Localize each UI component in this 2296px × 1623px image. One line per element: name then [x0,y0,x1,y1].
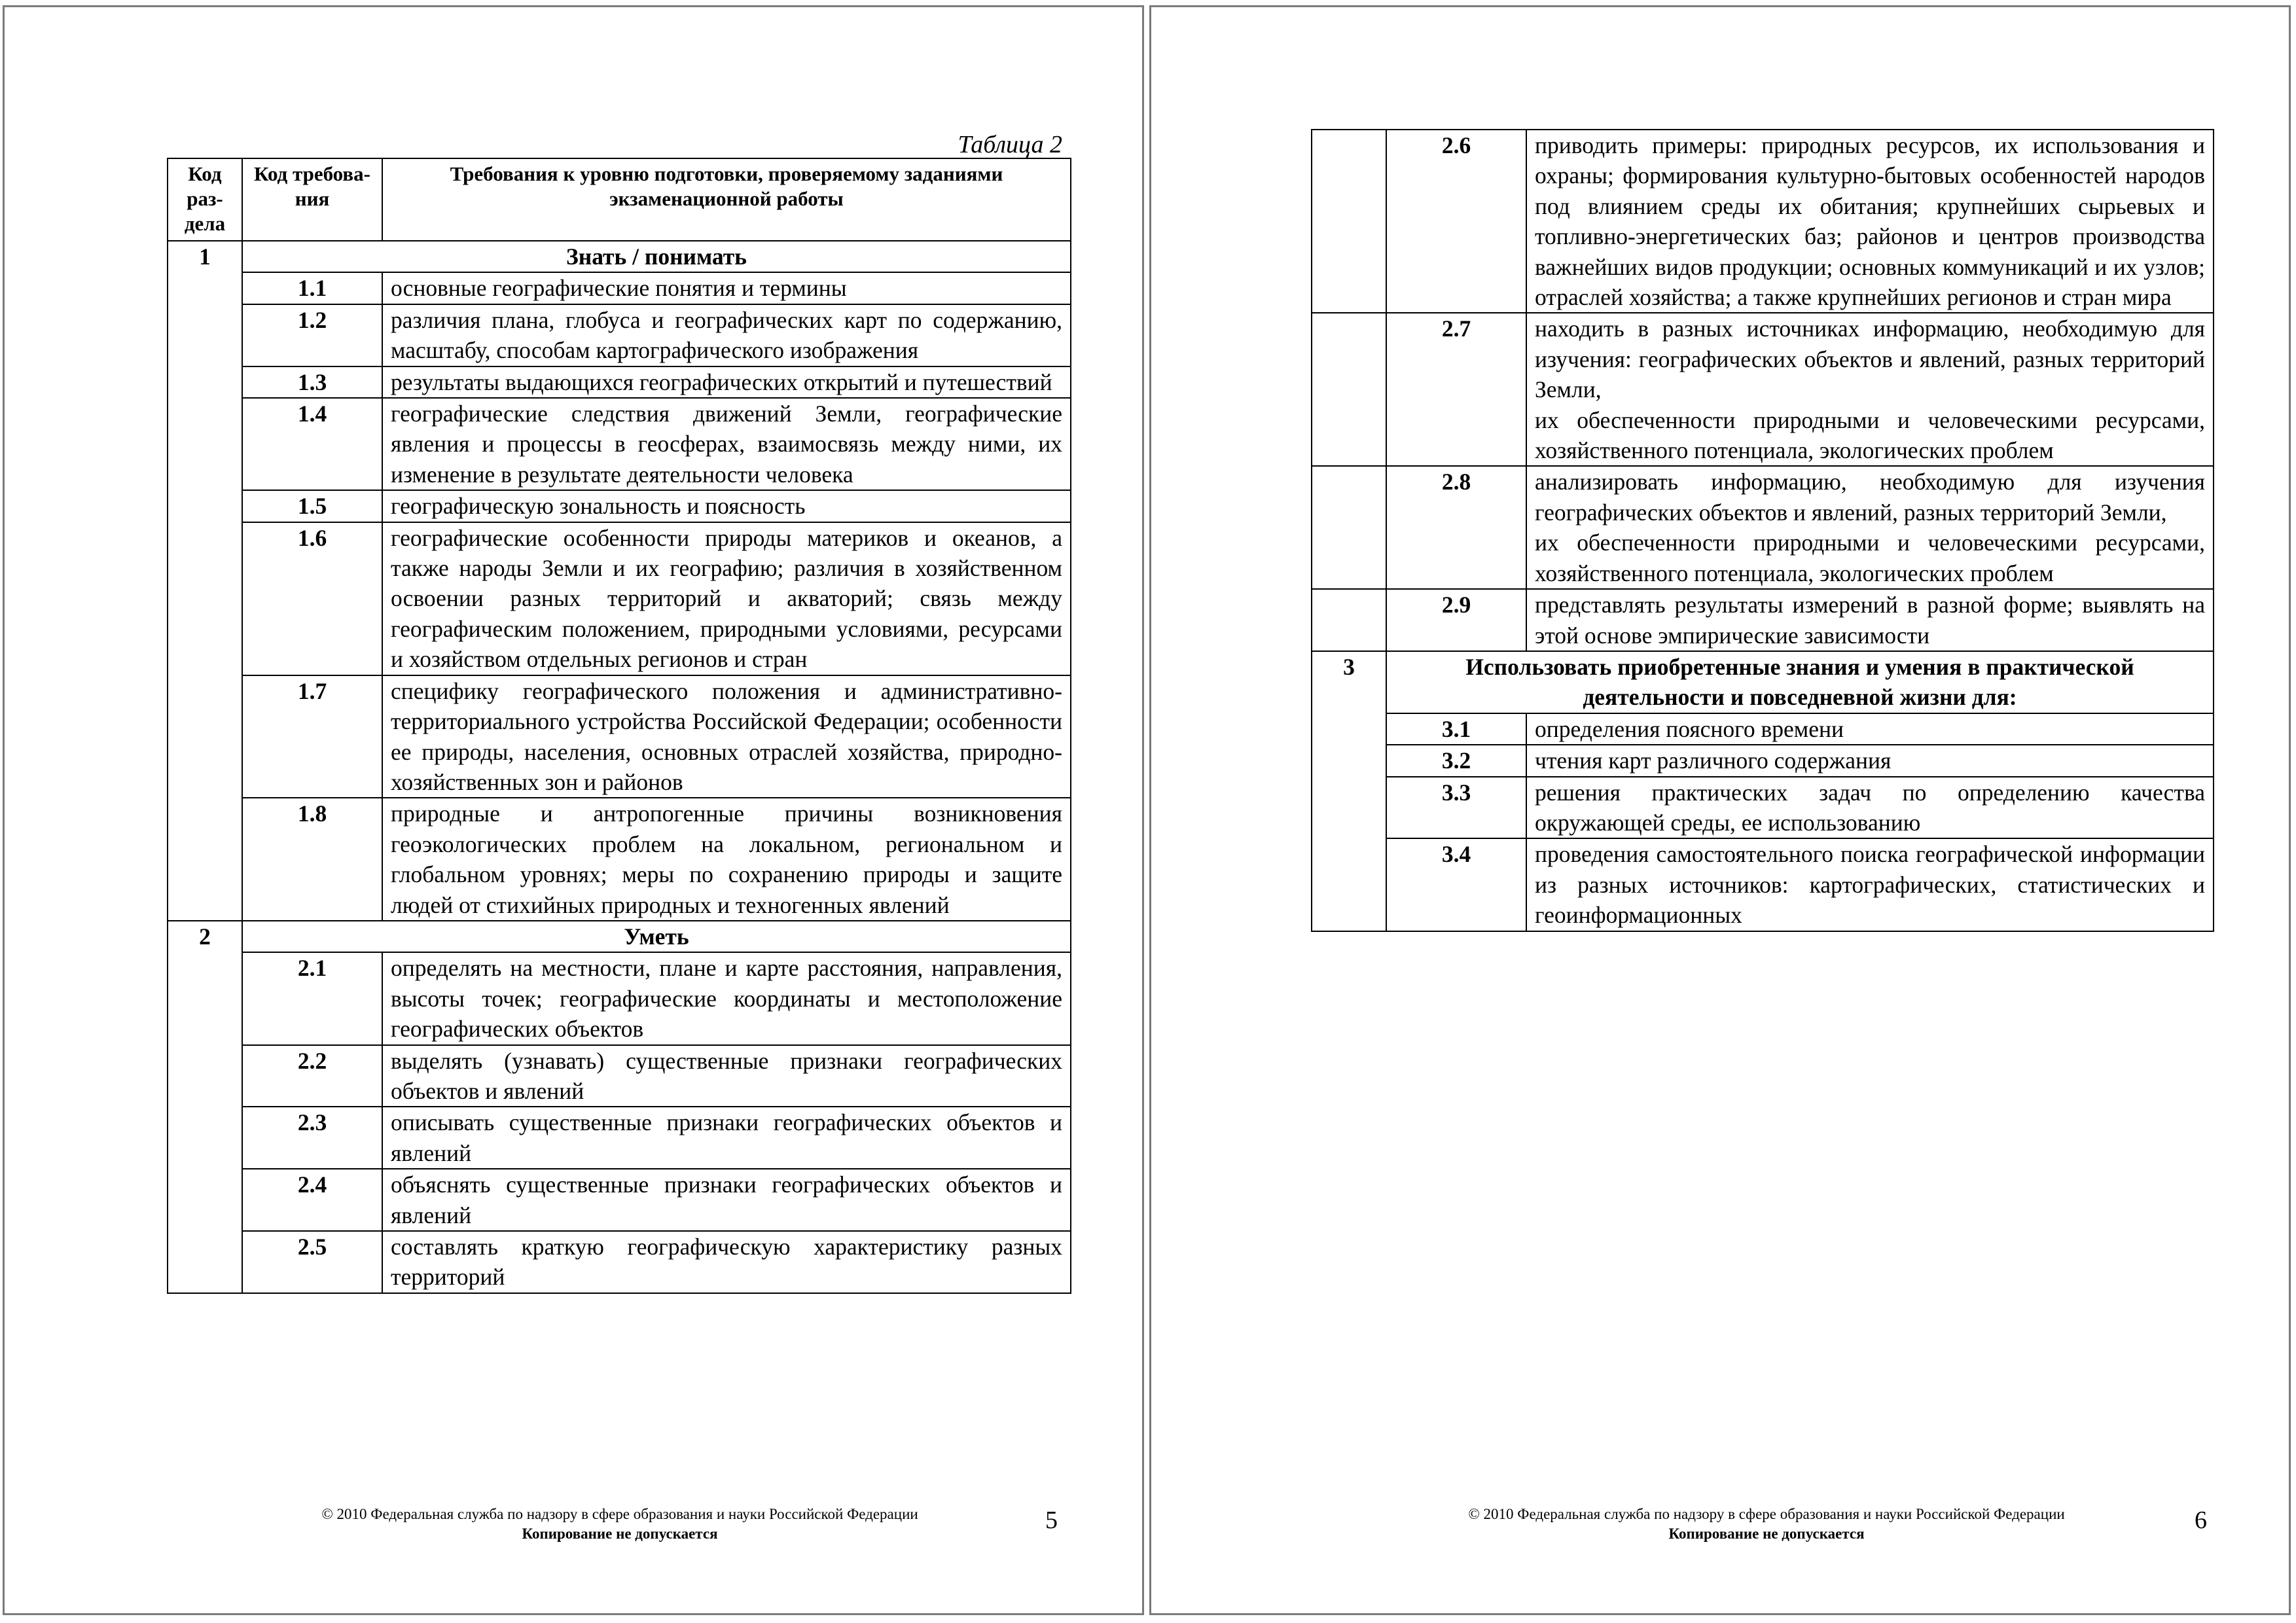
empty-section-cell [1312,466,1386,589]
req-text: географические следствия движений Земли, географические явления и процессы в геосферах, взаимосвязь между ними, их изменение в результате деятельности человека [382,398,1071,490]
empty-section-cell [1312,130,1386,313]
page-number: 6 [2195,1507,2207,1534]
req-text: приводить примеры: природных ресурсов, их использования и охраны; формирования культурно-бытовых особенностей народов под влиянием среды их обитания; крупнейших сырьевых и топливно-энергетических баз; районов и центров производства важнейших видов продукции; основных коммуникаций и их узлов; отраслей хозяйства; а также крупнейших регионов и стран мира [1526,130,2214,313]
table-row [168,1231,1071,1293]
table-row [1312,777,2214,839]
requirements-table-left [167,158,1071,1294]
req-code: 1.8 [242,798,382,921]
table-row [168,798,1071,921]
section-title: Использовать приобретенные знания и умения в практической деятельности и повседневной жизни для: [1386,651,2214,713]
table-row [1312,589,2214,651]
table-row [1312,313,2214,466]
req-code: 2.3 [242,1107,382,1169]
req-code: 1.7 [242,675,382,798]
table-row [1312,838,2214,931]
section-row [168,241,1071,272]
table-row [1312,745,2214,776]
table-row [168,1045,1071,1107]
section-code: 2 [168,921,242,1293]
table-row [168,522,1071,675]
table-row [1312,466,2214,589]
req-text: решения практических задач по определению качества окружающей среды, ее использованию [1526,777,2214,839]
page-6 [1149,5,2291,1615]
table-row [168,675,1071,798]
header-req-code: Код требова-ния [242,158,382,241]
req-code: 1.6 [242,522,382,675]
req-text: описывать существенные признаки географических объектов и явлений [382,1107,1071,1169]
req-code: 3.3 [1386,777,1526,839]
req-text: составлять краткую географическую характеристику разных территорий [382,1231,1071,1293]
header-requirements: Требования к уровню подготовки, проверяемому заданиями экзаменационной работы [382,158,1071,241]
req-code: 1.3 [242,366,382,398]
req-text: определения поясного времени [1526,713,2214,745]
req-code: 2.2 [242,1045,382,1107]
req-code: 3.1 [1386,713,1526,745]
footer [266,1505,973,1544]
footer [1413,1505,2120,1544]
table-row [168,272,1071,304]
req-code: 3.4 [1386,838,1526,931]
empty-section-cell [1312,313,1386,466]
req-text: различия плана, глобуса и географических карт по содержанию, масштабу, способам картографического изображения [382,304,1071,366]
footer-copy-notice: Копирование не допускается [1668,1525,1865,1542]
table-row [1312,130,2214,313]
req-text: географические особенности природы материков и океанов, а также народы Земли и их географию; различия в хозяйственном освоении разных территорий и акваторий; связь между географическим положением, природными условиями, ресурсами и хозяйством отдельных регионов и стран [382,522,1071,675]
section-title: Знать / понимать [242,241,1071,272]
footer-copyright: © 2010 Федеральная служба по надзору в сфере образования и науки Российской Федерации [1468,1506,2065,1522]
req-text: анализировать информацию, необходимую для изучения географических объектов и явлений, разных территорий Земли, их обеспеченности природными и человеческими ресурсами, хозяйственного потенциала, экологических проблем [1526,466,2214,589]
table-row [168,490,1071,522]
table-caption: Таблица 2 [958,131,1062,158]
req-code: 2.5 [242,1231,382,1293]
table-row [168,304,1071,366]
req-text: результаты выдающихся географических открытий и путешествий [382,366,1071,398]
req-code: 1.5 [242,490,382,522]
req-code: 1.4 [242,398,382,490]
section-code: 1 [168,241,242,921]
section-title: Уметь [242,921,1071,952]
table-row [1312,713,2214,745]
req-text: географическую зональность и поясность [382,490,1071,522]
req-text: проведения самостоятельного поиска географической информации из разных источников: картографических, статистических и геоинформационных [1526,838,2214,931]
table-header-row [168,158,1071,241]
req-code: 3.2 [1386,745,1526,776]
req-code: 2.7 [1386,313,1526,466]
footer-copyright: © 2010 Федеральная служба по надзору в сфере образования и науки Российской Федерации [321,1506,918,1522]
req-code: 1.2 [242,304,382,366]
table-row [168,398,1071,490]
req-code: 2.6 [1386,130,1526,313]
req-text: природные и антропогенные причины возникновения геоэкологических проблем на локальном, региональном и глобальном уровнях; меры по сохранению природы и защите людей от стихийных природных и техногенных явлений [382,798,1071,921]
req-code: 2.8 [1386,466,1526,589]
req-text: объяснять существенные признаки географических объектов и явлений [382,1169,1071,1231]
req-text: основные географические понятия и термины [382,272,1071,304]
page-5 [3,5,1144,1615]
req-code: 2.9 [1386,589,1526,651]
table-row [168,1107,1071,1169]
req-code: 1.1 [242,272,382,304]
requirements-table-right [1311,129,2214,932]
section-code: 3 [1312,651,1386,931]
req-text: находить в разных источниках информацию, необходимую для изучения: географических объектов и явлений, разных территорий Земли, их обеспеченности природными и человеческими ресурсами, хозяйственного потенциала, экологических проблем [1526,313,2214,466]
page-number: 5 [1045,1507,1058,1534]
req-code: 2.1 [242,952,382,1044]
req-text: чтения карт различного содержания [1526,745,2214,776]
req-text: определять на местности, плане и карте расстояния, направления, высоты точек; географические координаты и местоположение географических объектов [382,952,1071,1044]
footer-copy-notice: Копирование не допускается [522,1525,718,1542]
table-row [168,952,1071,1044]
empty-section-cell [1312,589,1386,651]
header-section-code: Код раз-дела [168,158,242,241]
req-text: выделять (узнавать) существенные признаки географических объектов и явлений [382,1045,1071,1107]
req-text: представлять результаты измерений в разной форме; выявлять на этой основе эмпирические зависимости [1526,589,2214,651]
table-row [168,1169,1071,1231]
req-text: специфику географического положения и административно-территориального устройства Российской Федерации; особенности ее природы, населения, основных отраслей хозяйства, природно-хозяйственных зон и районов [382,675,1071,798]
section-row [168,921,1071,952]
section-row [1312,651,2214,713]
table-row [168,366,1071,398]
req-code: 2.4 [242,1169,382,1231]
